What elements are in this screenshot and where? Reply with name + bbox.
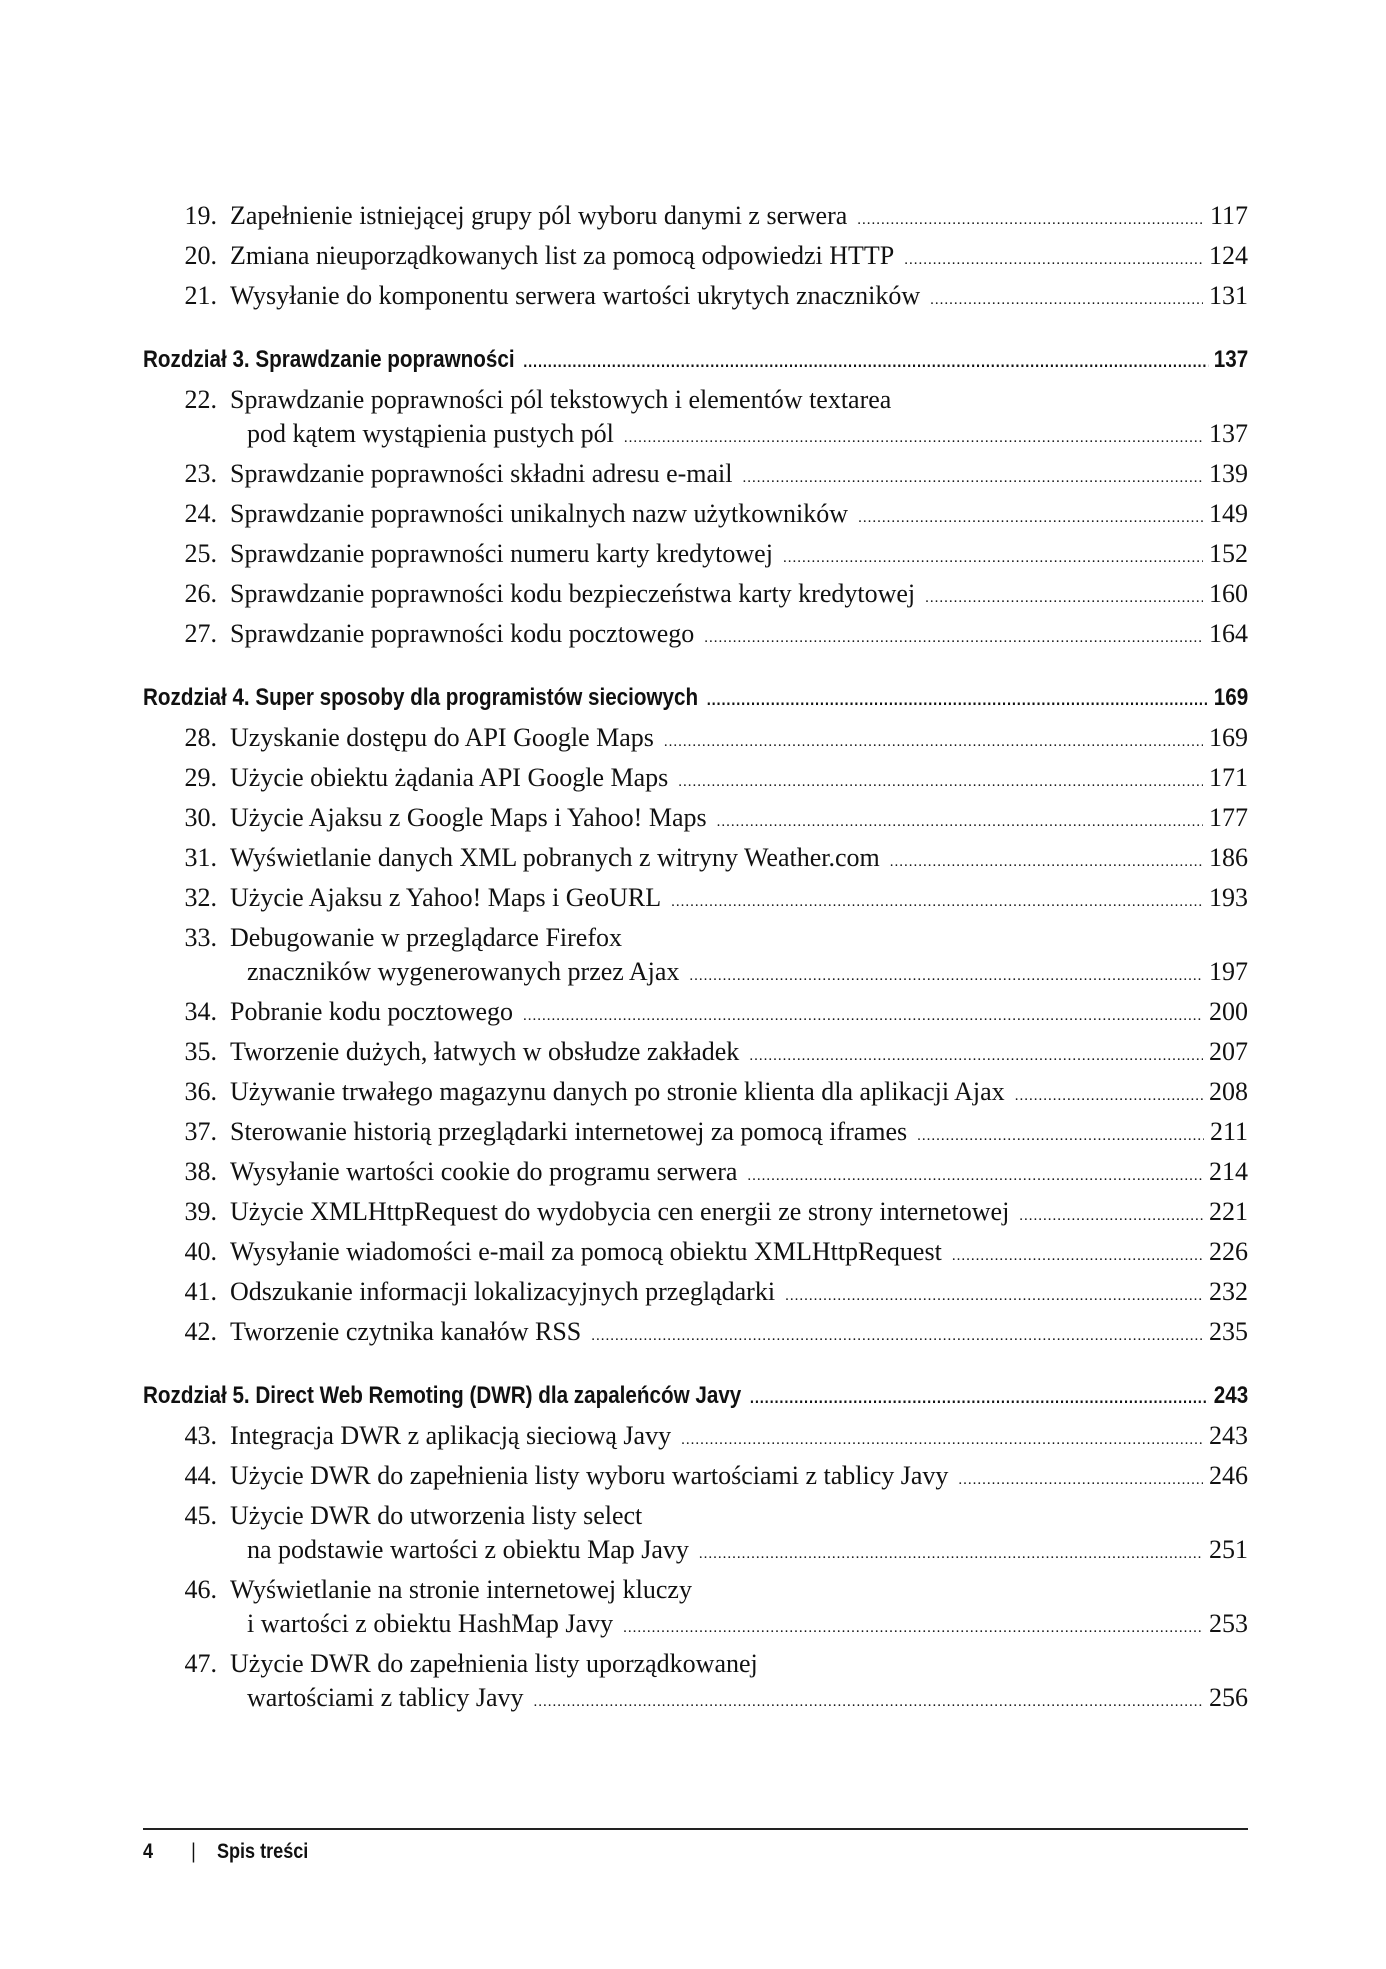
dot-leader xyxy=(664,735,1203,750)
entry-last-line xyxy=(230,614,1248,654)
entry-title: Użycie Ajaksu z Google Maps i Yahoo! Maps xyxy=(230,803,707,832)
entry-page-number: 193 xyxy=(1209,883,1248,912)
footer-rule xyxy=(143,1828,1248,1830)
entry-title-line: Użycie DWR do utworzenia listy select xyxy=(230,1501,643,1530)
entry-last-line xyxy=(230,1192,1248,1232)
entry-title: Użycie XMLHttpRequest do wydobycia cen energii ze strony internetowej xyxy=(230,1197,1010,1226)
entry-number: 24. xyxy=(184,499,217,528)
entry-page-number: 177 xyxy=(1209,803,1248,832)
entry-title: Zmiana nieuporządkowanych list za pomocą odpowiedzi HTTP xyxy=(230,241,895,270)
entry-page-number: 197 xyxy=(1209,957,1248,986)
entry-body xyxy=(230,494,1248,534)
dot-leader xyxy=(747,1169,1203,1184)
entry-body xyxy=(230,918,1248,992)
toc-entry xyxy=(143,1644,1248,1718)
entry-number: 33. xyxy=(184,923,217,952)
toc-entry xyxy=(143,196,1248,236)
toc-chapter-heading xyxy=(143,1376,1248,1416)
entry-last-line xyxy=(230,1112,1248,1152)
entry-body xyxy=(230,718,1248,758)
dot-leader xyxy=(624,431,1203,446)
entry-page-number: 243 xyxy=(1209,1421,1248,1450)
entry-title: Sprawdzanie poprawności unikalnych nazw użytkowników xyxy=(230,499,849,528)
footer-section-title: Spis treści xyxy=(216,1840,309,1863)
entry-last-line xyxy=(230,494,1248,534)
toc-entry xyxy=(143,454,1248,494)
entry-body xyxy=(230,1032,1248,1072)
entry-title: Użycie obiektu żądania API Google Maps xyxy=(230,763,669,792)
entry-page-number: 207 xyxy=(1209,1037,1248,1066)
entry-title-line: Debugowanie w przeglądarce Firefox xyxy=(230,923,622,952)
entry-title: Wyświetlanie danych XML pobranych z witryny Weather.com xyxy=(230,843,880,872)
entry-page-number: 131 xyxy=(1209,281,1248,310)
entry-title: pod kątem wystąpienia pustych pól xyxy=(247,419,614,448)
dot-leader xyxy=(534,1695,1203,1710)
entry-number: 40. xyxy=(184,1237,217,1266)
chapter-title: Rozdział 5. Direct Web Remoting (DWR) dla zapaleńców Javy xyxy=(143,1382,742,1409)
entry-body xyxy=(230,992,1248,1032)
entry-number: 26. xyxy=(184,579,217,608)
dot-leader xyxy=(699,1547,1203,1562)
dot-leader xyxy=(1019,1209,1203,1224)
entry-title: na podstawie wartości z obiektu Map Javy xyxy=(247,1535,689,1564)
entry-title: Sprawdzanie poprawności numeru karty kredytowej xyxy=(230,539,773,568)
entry-page-number: 186 xyxy=(1209,843,1248,872)
dot-leader xyxy=(707,691,1209,708)
chapter-title: Rozdział 4. Super sposoby dla programistów sieciowych xyxy=(143,684,699,711)
toc-entry xyxy=(143,574,1248,614)
dot-leader xyxy=(930,293,1203,308)
entry-body xyxy=(230,1496,1248,1570)
toc-entry xyxy=(143,918,1248,992)
page-footer xyxy=(143,1840,308,1864)
toc-entry xyxy=(143,1272,1248,1312)
entry-last-line xyxy=(230,992,1248,1032)
entry-body xyxy=(230,236,1248,276)
toc-entry xyxy=(143,614,1248,654)
entry-number: 25. xyxy=(184,539,217,568)
entry-title: Tworzenie dużych, łatwych w obsłudze zakładek xyxy=(230,1037,740,1066)
entry-page-number: 171 xyxy=(1209,763,1248,792)
dot-leader xyxy=(917,1129,1204,1144)
entry-number: 45. xyxy=(184,1501,217,1530)
entry-body xyxy=(230,878,1248,918)
entry-number: 42. xyxy=(184,1317,217,1346)
entry-page-number: 221 xyxy=(1209,1197,1248,1226)
toc-entry xyxy=(143,276,1248,316)
entry-page-number: 152 xyxy=(1209,539,1248,568)
dot-leader xyxy=(671,895,1203,910)
dot-leader xyxy=(1015,1089,1203,1104)
entry-body xyxy=(230,276,1248,316)
entry-last-line xyxy=(230,1604,1248,1644)
entry-body xyxy=(230,454,1248,494)
entry-last-line xyxy=(230,276,1248,316)
toc-entry xyxy=(143,1072,1248,1112)
entry-number: 28. xyxy=(184,723,217,752)
entry-body xyxy=(230,1192,1248,1232)
entry-number: 27. xyxy=(184,619,217,648)
toc-entry xyxy=(143,494,1248,534)
entry-last-line xyxy=(230,1456,1248,1496)
entry-last-line xyxy=(230,574,1248,614)
entry-page-number: 117 xyxy=(1209,201,1248,230)
table-of-contents xyxy=(143,196,1248,1718)
entry-number: 31. xyxy=(184,843,217,872)
toc-entry xyxy=(143,798,1248,838)
dot-leader xyxy=(890,855,1203,870)
entry-title: znaczników wygenerowanych przez Ajax xyxy=(247,957,680,986)
entry-body xyxy=(230,1152,1248,1192)
dot-leader xyxy=(623,1621,1203,1636)
entry-last-line xyxy=(230,1312,1248,1352)
chapter-title: Rozdział 3. Sprawdzanie poprawności xyxy=(143,346,515,373)
entry-page-number: 164 xyxy=(1209,619,1248,648)
entry-body xyxy=(230,1072,1248,1112)
entry-page-number: 226 xyxy=(1209,1237,1248,1266)
dot-leader xyxy=(678,775,1203,790)
toc-entry xyxy=(143,1496,1248,1570)
entry-title: Uzyskanie dostępu do API Google Maps xyxy=(230,723,654,752)
entry-page-number: 211 xyxy=(1209,1117,1248,1146)
entry-page-number: 214 xyxy=(1209,1157,1248,1186)
entry-title: wartościami z tablicy Javy xyxy=(247,1683,524,1712)
entry-title: Używanie trwałego magazynu danych po stronie klienta dla aplikacji Ajax xyxy=(230,1077,1005,1106)
entry-page-number: 200 xyxy=(1209,997,1248,1026)
entry-last-line xyxy=(230,1152,1248,1192)
entry-title: Użycie Ajaksu z Yahoo! Maps i GeoURL xyxy=(230,883,662,912)
entry-title: Wysyłanie do komponentu serwera wartości ukrytych znaczników xyxy=(230,281,921,310)
entry-last-line xyxy=(230,1530,1248,1570)
toc-entry xyxy=(143,1416,1248,1456)
chapter-page-number: 243 xyxy=(1213,1382,1249,1409)
entry-number: 38. xyxy=(184,1157,217,1186)
toc-entry xyxy=(143,1312,1248,1352)
toc-entry xyxy=(143,878,1248,918)
toc-entry xyxy=(143,718,1248,758)
entry-number: 30. xyxy=(184,803,217,832)
entry-last-line xyxy=(230,1072,1248,1112)
entry-number: 20. xyxy=(184,241,217,270)
entry-number: 21. xyxy=(184,281,217,310)
entry-last-line xyxy=(230,534,1248,574)
entry-body xyxy=(230,1570,1248,1644)
entry-body xyxy=(230,1272,1248,1312)
entry-number: 22. xyxy=(184,385,217,414)
toc-entry xyxy=(143,236,1248,276)
dot-leader xyxy=(743,471,1203,486)
toc-entry xyxy=(143,534,1248,574)
entry-title: Sprawdzanie poprawności kodu bezpieczeństwa karty kredytowej xyxy=(230,579,916,608)
entry-number: 37. xyxy=(184,1117,217,1146)
toc-entry xyxy=(143,1456,1248,1496)
dot-leader xyxy=(750,1389,1209,1406)
toc-entry xyxy=(143,1032,1248,1072)
dot-leader xyxy=(783,551,1203,566)
entry-page-number: 246 xyxy=(1209,1461,1248,1490)
toc-entry xyxy=(143,1232,1248,1272)
dot-leader xyxy=(523,1009,1203,1024)
entry-body xyxy=(230,380,1248,454)
entry-number: 43. xyxy=(184,1421,217,1450)
entry-page-number: 232 xyxy=(1209,1277,1248,1306)
entry-title: i wartości z obiektu HashMap Javy xyxy=(247,1609,614,1638)
entry-page-number: 235 xyxy=(1209,1317,1248,1346)
toc-entry xyxy=(143,1570,1248,1644)
entry-number: 32. xyxy=(184,883,217,912)
chapter-page-number: 169 xyxy=(1213,684,1249,711)
entry-last-line xyxy=(230,1416,1248,1456)
entry-body xyxy=(230,574,1248,614)
dot-leader xyxy=(952,1249,1203,1264)
toc-entry xyxy=(143,1192,1248,1232)
entry-body xyxy=(230,798,1248,838)
entry-number: 46. xyxy=(184,1575,217,1604)
entry-last-line xyxy=(230,798,1248,838)
entry-title-line: Użycie DWR do zapełnienia listy uporządkowanej xyxy=(230,1649,758,1678)
dot-leader xyxy=(681,1433,1203,1448)
entry-body xyxy=(230,614,1248,654)
entry-body xyxy=(230,1232,1248,1272)
toc-entry xyxy=(143,838,1248,878)
entry-title: Sprawdzanie poprawności kodu pocztowego xyxy=(230,619,695,648)
entry-number: 29. xyxy=(184,763,217,792)
entry-title-line: Sprawdzanie poprawności pól tekstowych i elementów textarea xyxy=(230,385,892,414)
entry-number: 23. xyxy=(184,459,217,488)
entry-body xyxy=(230,1456,1248,1496)
dot-leader xyxy=(785,1289,1203,1304)
dot-leader xyxy=(857,213,1204,228)
entry-number: 19. xyxy=(184,201,217,230)
entry-last-line xyxy=(230,952,1248,992)
chapter-page-number: 137 xyxy=(1213,346,1249,373)
entry-last-line xyxy=(230,838,1248,878)
dot-leader xyxy=(717,815,1203,830)
dot-leader xyxy=(904,253,1203,268)
entry-title: Tworzenie czytnika kanałów RSS xyxy=(230,1317,582,1346)
entry-title-line: Wyświetlanie na stronie internetowej kluczy xyxy=(230,1575,692,1604)
entry-last-line xyxy=(230,1232,1248,1272)
dot-leader xyxy=(925,591,1203,606)
footer-separator: | xyxy=(191,1840,196,1863)
entry-last-line xyxy=(230,1678,1248,1718)
entry-number: 35. xyxy=(184,1037,217,1066)
entry-last-line xyxy=(230,1272,1248,1312)
entry-body xyxy=(230,838,1248,878)
dot-leader xyxy=(689,969,1203,984)
entry-page-number: 251 xyxy=(1209,1535,1248,1564)
entry-body xyxy=(230,196,1248,236)
entry-page-number: 160 xyxy=(1209,579,1248,608)
footer-page-number: 4 xyxy=(143,1840,154,1863)
toc-entry xyxy=(143,758,1248,798)
dot-leader xyxy=(523,353,1208,370)
entry-number: 47. xyxy=(184,1649,217,1678)
entry-last-line xyxy=(230,718,1248,758)
entry-page-number: 169 xyxy=(1209,723,1248,752)
entry-title: Integracja DWR z aplikacją sieciową Javy xyxy=(230,1421,672,1450)
toc-chapter-heading xyxy=(143,678,1248,718)
entry-last-line xyxy=(230,236,1248,276)
entry-page-number: 256 xyxy=(1209,1683,1248,1712)
entry-number: 41. xyxy=(184,1277,217,1306)
entry-page-number: 137 xyxy=(1209,419,1248,448)
toc-entry xyxy=(143,380,1248,454)
dot-leader xyxy=(704,631,1203,646)
dot-leader xyxy=(858,511,1203,526)
dot-leader xyxy=(958,1473,1203,1488)
dot-leader xyxy=(749,1049,1203,1064)
entry-title: Wysyłanie wartości cookie do programu serwera xyxy=(230,1157,738,1186)
entry-title: Sprawdzanie poprawności składni adresu e-mail xyxy=(230,459,733,488)
entry-body xyxy=(230,1312,1248,1352)
entry-number: 36. xyxy=(184,1077,217,1106)
entry-title: Zapełnienie istniejącej grupy pól wyboru danymi z serwera xyxy=(230,201,848,230)
entry-page-number: 124 xyxy=(1209,241,1248,270)
toc-entry xyxy=(143,1152,1248,1192)
entry-last-line xyxy=(230,414,1248,454)
entry-title: Odszukanie informacji lokalizacyjnych przeglądarki xyxy=(230,1277,776,1306)
entry-last-line xyxy=(230,878,1248,918)
entry-body xyxy=(230,1416,1248,1456)
entry-title: Pobranie kodu pocztowego xyxy=(230,997,514,1026)
toc-entry xyxy=(143,992,1248,1032)
entry-page-number: 208 xyxy=(1209,1077,1248,1106)
entry-body xyxy=(230,1644,1248,1718)
toc-chapter-heading xyxy=(143,340,1248,380)
entry-body xyxy=(230,1112,1248,1152)
entry-last-line xyxy=(230,1032,1248,1072)
entry-last-line xyxy=(230,758,1248,798)
entry-number: 34. xyxy=(184,997,217,1026)
entry-last-line xyxy=(230,454,1248,494)
entry-body xyxy=(230,534,1248,574)
entry-title: Użycie DWR do zapełnienia listy wyboru wartościami z tablicy Javy xyxy=(230,1461,949,1490)
entry-page-number: 139 xyxy=(1209,459,1248,488)
entry-number: 44. xyxy=(184,1461,217,1490)
entry-body xyxy=(230,758,1248,798)
entry-title: Wysyłanie wiadomości e-mail za pomocą obiektu XMLHttpRequest xyxy=(230,1237,942,1266)
entry-title: Sterowanie historią przeglądarki internetowej za pomocą iframes xyxy=(230,1117,908,1146)
dot-leader xyxy=(591,1329,1203,1344)
entry-page-number: 149 xyxy=(1209,499,1248,528)
entry-number: 39. xyxy=(184,1197,217,1226)
toc-entry xyxy=(143,1112,1248,1152)
entry-page-number: 253 xyxy=(1209,1609,1248,1638)
entry-last-line xyxy=(230,196,1248,236)
